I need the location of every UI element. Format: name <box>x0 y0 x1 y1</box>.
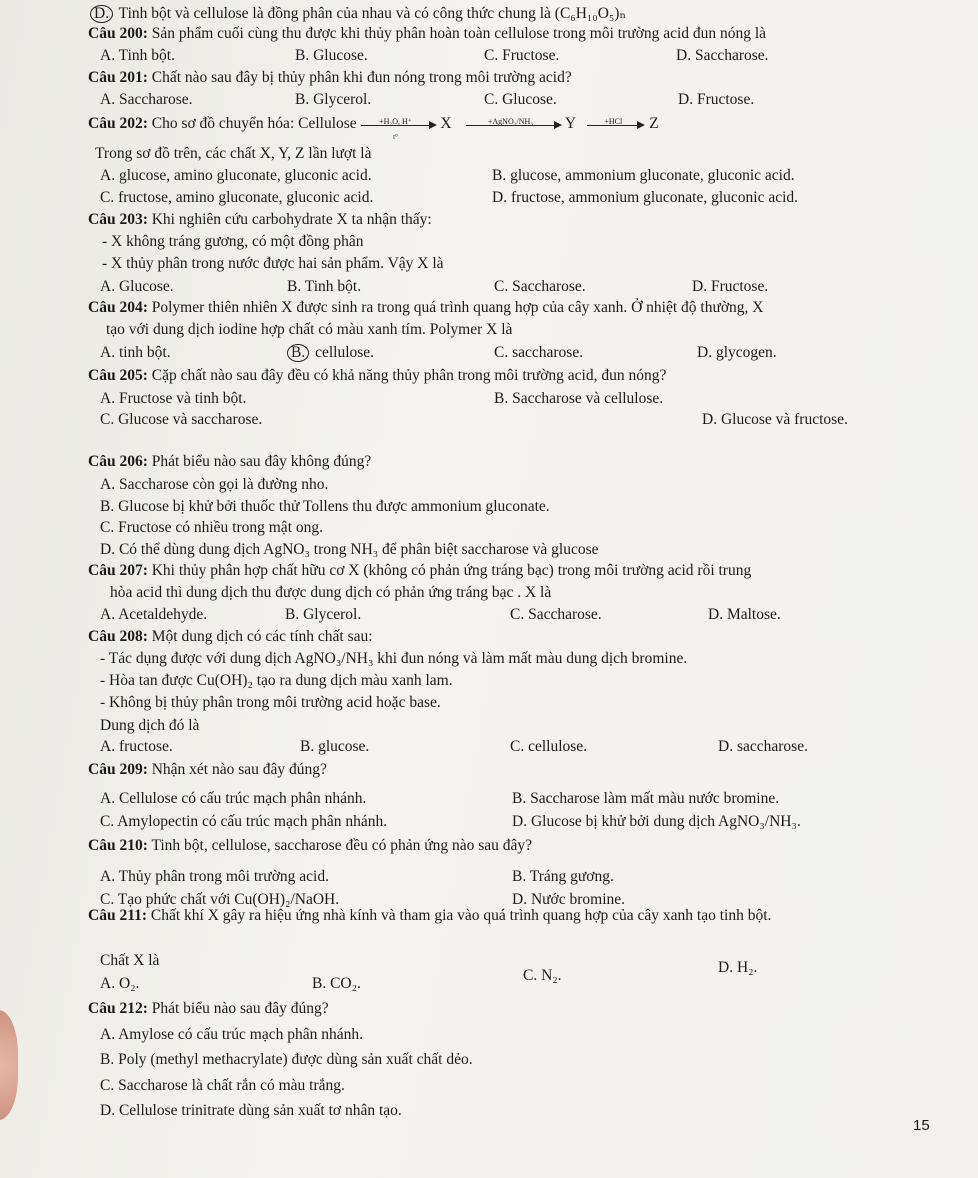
answer-option: B. cellulose. <box>287 343 374 363</box>
answer-option: A. O₂. <box>100 975 140 992</box>
answer-option: B. Saccharose và cellulose. <box>494 390 664 407</box>
answer-option: B. glucose. <box>300 738 370 755</box>
answer-option: C. Glucose. <box>484 91 557 108</box>
text-line: B. Glucose bị khử bởi thuốc thử Tollens thu được ammonium gluconate. <box>100 498 550 515</box>
text-line: A. Amylose có cấu trúc mạch phân nhánh. <box>100 1026 363 1043</box>
text-line: - X thủy phân trong nước được hai sản phẩm. Vậy X là <box>102 255 444 272</box>
question-heading: Câu 212: Phát biểu nào sau đây đúng? <box>88 1000 329 1017</box>
compound-x: X <box>440 115 452 132</box>
answer-option: A. glucose, amino gluconate, gluconic acid. <box>100 167 372 184</box>
compound-z: Z <box>649 115 659 132</box>
answer-option: C. cellulose. <box>510 738 588 755</box>
text-line: C. Fructose có nhiều trong mật ong. <box>100 519 323 536</box>
text-line: - Không bị thủy phân trong môi trường acid hoặc base. <box>100 694 441 711</box>
text-line: D. Tinh bột và cellulose là đồng phân của nhau và có công thức chung là (C₆H₁₀O₅)ₙ <box>90 4 626 24</box>
answer-option: B. Tráng gương. <box>512 868 614 885</box>
answer-option: D. saccharose. <box>718 738 808 755</box>
question-heading: Câu 203: Khi nghiên cứu carbohydrate X ta nhận thấy: <box>88 211 432 228</box>
text-line: A. Saccharose còn gọi là đường nho. <box>100 476 329 493</box>
answer-option: C. Fructose. <box>484 47 560 64</box>
question-heading: Câu 207: Khi thủy phân hợp chất hữu cơ X (không có phản ứng tráng bạc) trong môi trường acid rồi trung <box>88 562 752 579</box>
question-heading: Câu 208: Một dung dịch có các tính chất sau: <box>88 628 373 645</box>
answer-option: D. Fructose. <box>692 278 769 295</box>
answer-option: C. Saccharose. <box>510 606 602 623</box>
page-number: 15 <box>913 1117 930 1134</box>
answer-option: C. Tạo phức chất với Cu(OH)₂/NaOH. <box>100 891 340 908</box>
question-heading: Câu 201: Chất nào sau đây bị thủy phân khi đun nóng trong môi trường acid? <box>88 69 572 86</box>
text-line: - Hòa tan được Cu(OH)₂ tạo ra dung dịch màu xanh lam. <box>100 672 453 689</box>
answer-option: C. Glucose và saccharose. <box>100 411 263 428</box>
reaction-arrow-1 <box>361 115 437 142</box>
answer-option: D. H₂. <box>718 959 758 976</box>
answer-option: B. Glycerol. <box>285 606 362 623</box>
question-heading: Câu 200: Sản phẩm cuối cùng thu được khi thủy phân hoàn toàn cellulose trong môi trường acid đun nóng là <box>88 25 767 42</box>
answer-option: D. Maltose. <box>708 606 781 623</box>
answer-option: A. Thủy phân trong môi trường acid. <box>100 868 329 885</box>
answer-option: C. Amylopectin có cấu trúc mạch phân nhánh. <box>100 813 388 830</box>
arrow-1-reagent: +H₂O, H⁺ <box>379 117 412 127</box>
answer-option: A. Fructose và tinh bột. <box>100 390 247 407</box>
answer-option: A. Saccharose. <box>100 91 193 108</box>
answer-option: C. fructose, amino gluconate, gluconic acid. <box>100 189 374 206</box>
answer-option: D. Glucose và fructose. <box>702 411 848 428</box>
question-heading: Câu 210: Tinh bột, cellulose, saccharose đều có phản ứng nào sau đây? <box>88 837 533 854</box>
text-line: - Tác dụng được với dung dịch AgNO₃/NH₃ khi đun nóng và làm mất màu dung dịch bromine. <box>100 650 688 667</box>
circled-answer-mark: D. <box>90 5 113 23</box>
arrow-2-reagent: +AgNO₃/NH₃ <box>487 117 534 127</box>
reaction-arrow-3 <box>587 115 645 133</box>
answer-option: C. saccharose. <box>494 344 584 361</box>
arrow-1-condition: t° <box>393 133 398 142</box>
answer-option: A. Glucose. <box>100 278 174 295</box>
finger-shadow <box>0 1010 18 1120</box>
reaction-arrow-2 <box>466 115 562 133</box>
text-line: hòa acid thì dung dịch thu được dung dịch có phản ứng tráng bạc . X là <box>110 584 552 601</box>
answer-option: D. Nước bromine. <box>512 891 626 908</box>
answer-option: A. tinh bột. <box>100 344 171 361</box>
text-line: - X không tráng gương, có một đồng phân <box>102 233 364 250</box>
answer-option: A. fructose. <box>100 738 173 755</box>
question-202-line <box>88 114 659 142</box>
answer-option: B. Glycerol. <box>295 91 372 108</box>
question-heading: Câu 211: Chất khí X gây ra hiệu ứng nhà kính và tham gia vào quá trình quang hợp của cây xanh tạo tinh bột. <box>88 907 772 924</box>
answer-option: D. fructose, ammonium gluconate, gluconic acid. <box>492 189 799 206</box>
question-heading: Câu 206: Phát biểu nào sau đây không đúng? <box>88 453 372 470</box>
answer-option: C. N₂. <box>523 967 562 984</box>
answer-option: D. glycogen. <box>697 344 777 361</box>
question-heading: Câu 205: Cặp chất nào sau đây đều có khả năng thủy phân trong môi trường acid, đun nóng? <box>88 367 667 384</box>
answer-option: A. Acetaldehyde. <box>100 606 208 623</box>
answer-option: D. Fructose. <box>678 91 755 108</box>
answer-option: D. Glucose bị khử bởi dung dịch AgNO₃/NH₃. <box>512 813 801 830</box>
text-line: D. Có thể dùng dung dịch AgNO₃ trong NH₃ để phân biệt saccharose và glucose <box>100 541 599 558</box>
text-line: Chất X là <box>100 952 160 969</box>
answer-option: D. Saccharose. <box>676 47 769 64</box>
answer-option: B. CO₂. <box>312 975 361 992</box>
question-202-label: Câu 202: <box>88 115 148 132</box>
text-line: tạo với dung dịch iodine hợp chất có màu xanh tím. Polymer X là <box>106 321 513 338</box>
text-line: C. Saccharose là chất rắn có màu trắng. <box>100 1077 345 1094</box>
answer-option: B. Saccharose làm mất màu nước bromine. <box>512 790 780 807</box>
answer-option: A. Cellulose có cấu trúc mạch phân nhánh. <box>100 790 367 807</box>
question-heading: Câu 204: Polymer thiên nhiên X được sinh ra trong quá trình quang hợp của cây xanh. Ở nhiệt độ thường, X <box>88 299 764 316</box>
text-line: B. Poly (methyl methacrylate) được dùng sản xuất chất dẻo. <box>100 1051 473 1068</box>
arrow-3-reagent: +HCl <box>604 117 623 127</box>
compound-y: Y <box>564 115 576 132</box>
question-202-text: Cho sơ đồ chuyển hóa: Cellulose <box>151 115 357 132</box>
answer-option: A. Tinh bột. <box>100 47 175 64</box>
answer-option: B. glucose, ammonium gluconate, gluconic acid. <box>492 167 795 184</box>
answer-option: B. Glucose. <box>295 47 368 64</box>
question-heading: Câu 209: Nhận xét nào sau đây đúng? <box>88 761 327 778</box>
circled-answer-mark: B. <box>287 344 309 362</box>
text-line: Trong sơ đồ trên, các chất X, Y, Z lần lượt là <box>95 145 372 162</box>
text-line: D. Cellulose trinitrate dùng sản xuất tơ nhân tạo. <box>100 1102 402 1119</box>
text-line: Dung dịch đó là <box>100 717 200 734</box>
answer-option: C. Saccharose. <box>494 278 586 295</box>
answer-option: B. Tinh bột. <box>287 278 362 295</box>
